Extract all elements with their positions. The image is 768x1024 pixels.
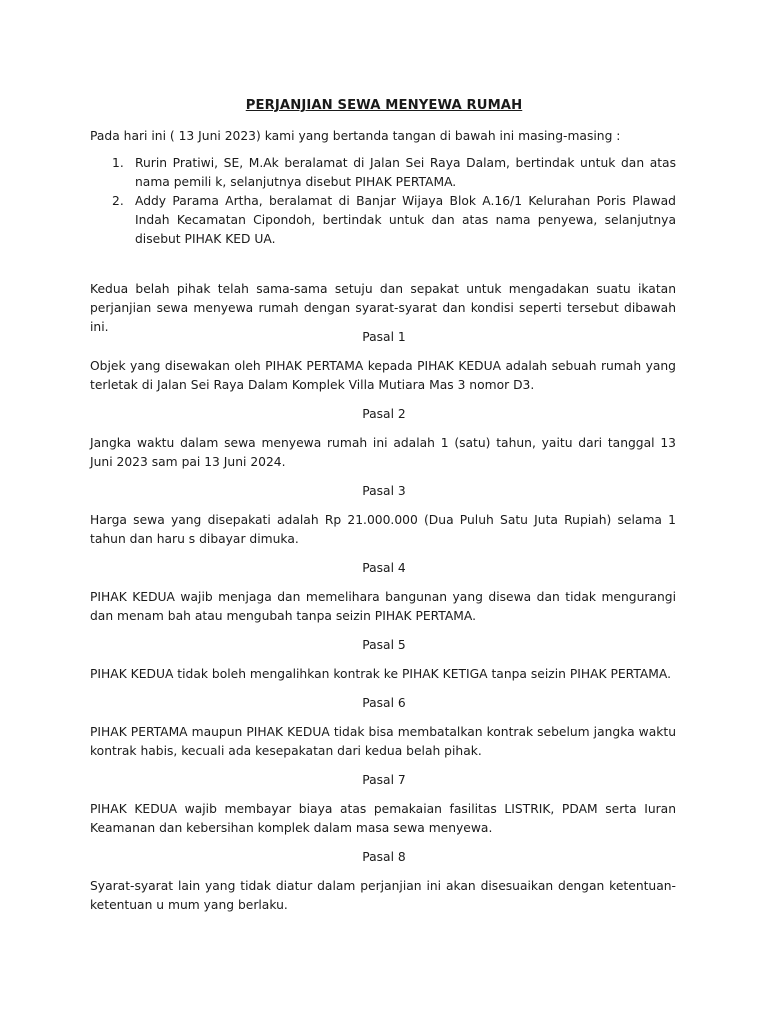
article-heading-1: Pasal 1 xyxy=(362,330,406,344)
article-text-4: PIHAK KEDUA wajib menjaga dan memelihara bangunan yang disewa dan tidak mengurangi dan menam bah atau mengubah tanpa seizin PIHAK PERTAMA. xyxy=(90,590,676,623)
intro-paragraph: Pada hari ini ( 13 Juni 2023) kami yang bertanda tangan di bawah ini masing-masing : xyxy=(90,129,621,143)
article-text-1: Objek yang disewakan oleh PIHAK PERTAMA kepada PIHAK KEDUA adalah sebuah rumah yang terletak di Jalan Sei Raya Dalam Komplek Villa Mutiara Mas 3 nomor D3. xyxy=(90,359,676,392)
article-heading-6: Pasal 6 xyxy=(362,696,406,710)
article-text-5: PIHAK KEDUA tidak boleh mengalihkan kontrak ke PIHAK KETIGA tanpa seizin PIHAK PERTAMA. xyxy=(90,667,672,681)
document-title: PERJANJIAN SEWA MENYEWA RUMAH xyxy=(245,98,523,113)
party-item-1 xyxy=(90,154,676,192)
agreement-paragraph: Kedua belah pihak telah sama-sama setuju dan sepakat untuk mengadakan suatu ikatan perjanjian sewa menyewa rumah dengan syarat-syarat dan kondisi seperti tersebut dibawah ini. xyxy=(90,282,676,334)
party-text: Rurin Pratiwi, SE, M.Ak beralamat di Jalan Sei Raya Dalam, bertindak untuk dan atas nama pemili k, selanjutnya disebut PIHAK PERTAMA. xyxy=(135,156,676,189)
article-text-3: Harga sewa yang disepakati adalah Rp 21.000.000 (Dua Puluh Satu Juta Rupiah) selama 1 tahun dan haru s dibayar dimuka. xyxy=(90,513,676,546)
article-heading-3: Pasal 3 xyxy=(362,484,406,498)
party-number: 1. xyxy=(112,156,124,170)
party-number: 2. xyxy=(112,194,124,208)
article-text-6: PIHAK PERTAMA maupun PIHAK KEDUA tidak bisa membatalkan kontrak sebelum jangka waktu kontrak habis, kecuali ada kesepakatan dari kedua belah pihak. xyxy=(90,725,676,758)
article-heading-4: Pasal 4 xyxy=(362,561,406,575)
article-text-8: Syarat-syarat lain yang tidak diatur dalam perjanjian ini akan disesuaikan dengan ketentuan-ketentuan u mum yang berlaku. xyxy=(90,879,676,912)
article-text-2: Jangka waktu dalam sewa menyewa rumah ini adalah 1 (satu) tahun, yaitu dari tanggal 13 Juni 2023 sam pai 13 Juni 2024. xyxy=(90,436,676,469)
article-heading-5: Pasal 5 xyxy=(362,638,406,652)
party-item-2 xyxy=(90,192,676,249)
article-heading-2: Pasal 2 xyxy=(362,407,406,421)
party-text: Addy Parama Artha, beralamat di Banjar Wijaya Blok A.16/1 Kelurahan Poris Plawad Indah Kecamatan Cipondoh, bertindak untuk dan atas nama penyewa, selanjutnya disebut PIHAK KED UA. xyxy=(135,194,676,246)
article-heading-7: Pasal 7 xyxy=(362,773,406,787)
parties-list xyxy=(90,154,676,249)
article-heading-8: Pasal 8 xyxy=(362,850,406,864)
article-text-7: PIHAK KEDUA wajib membayar biaya atas pemakaian fasilitas LISTRIK, PDAM serta Iuran Keamanan dan kebersihan komplek dalam masa sewa menyewa. xyxy=(90,802,676,835)
